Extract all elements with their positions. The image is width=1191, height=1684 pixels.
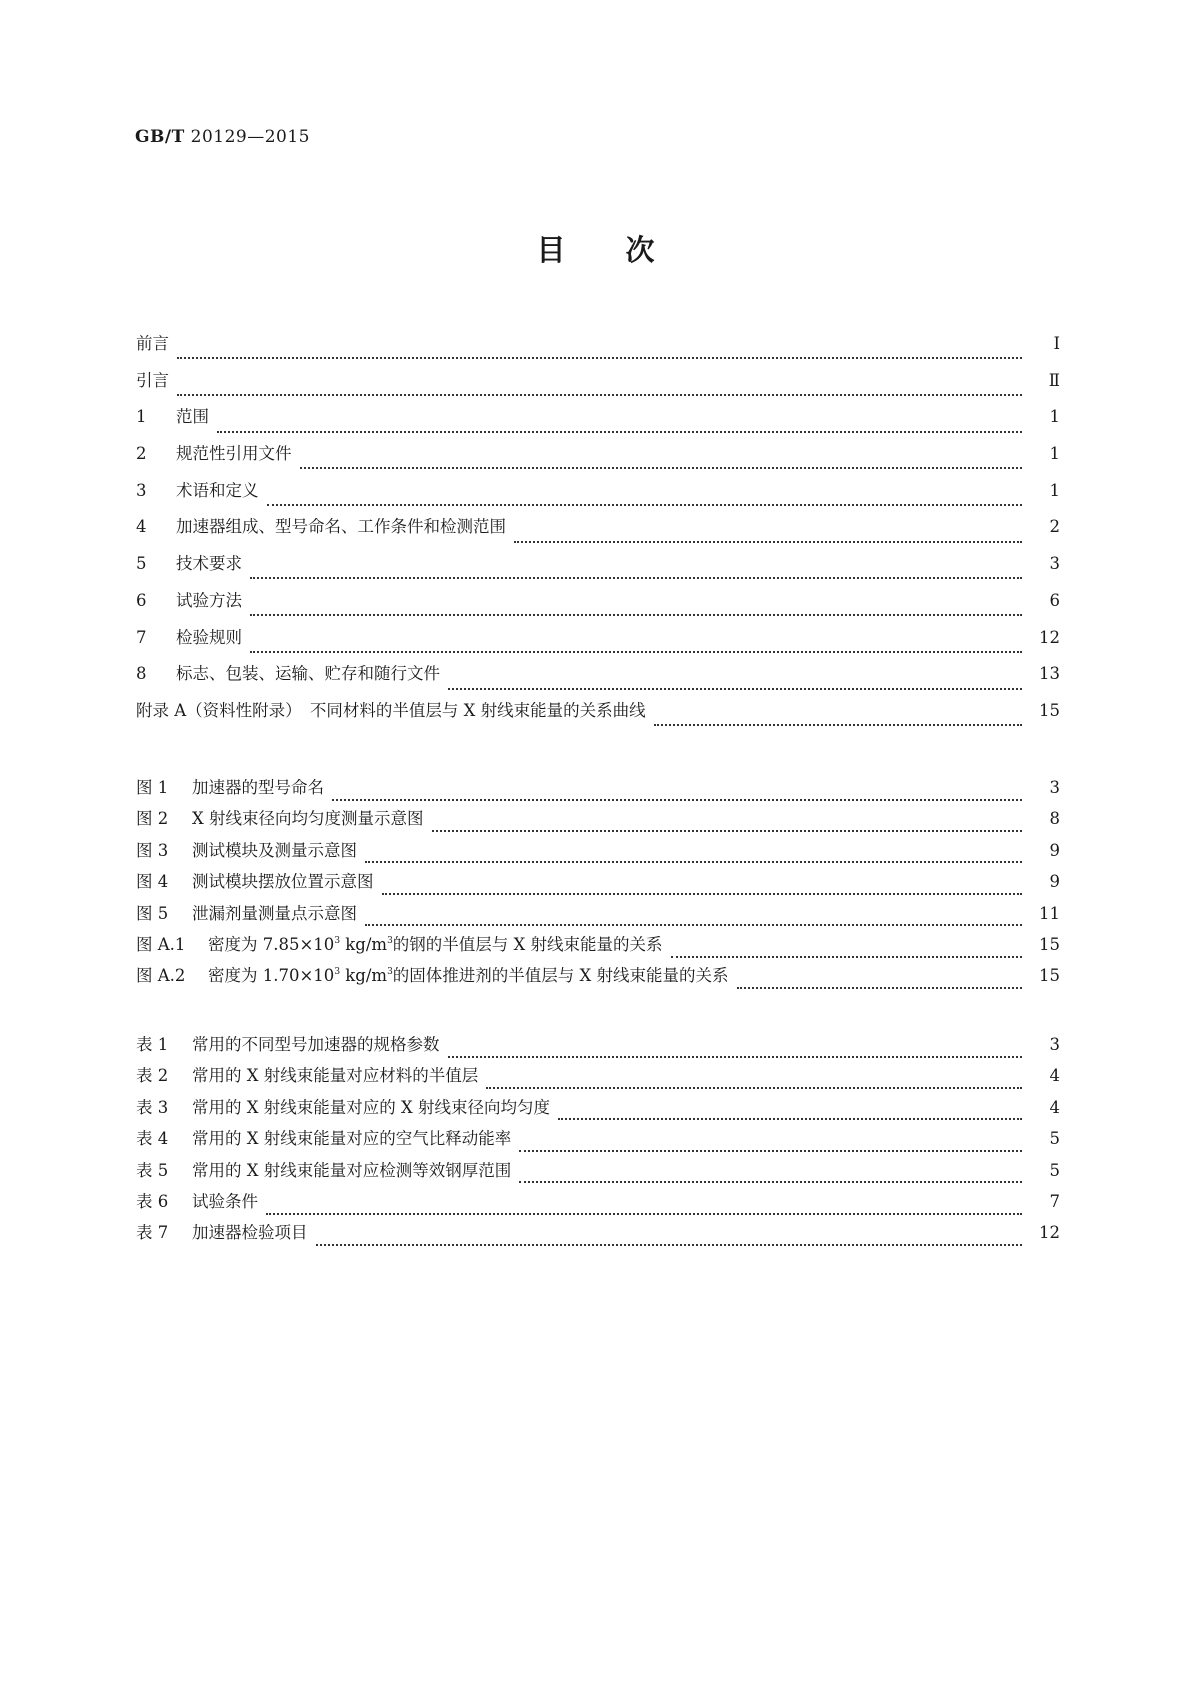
toc-entry-table-4[interactable] [136, 1125, 1060, 1156]
toc-entry-table-3[interactable] [136, 1094, 1060, 1125]
dot-leader [365, 910, 1022, 926]
table-number: 表 6 [136, 1191, 169, 1211]
toc-entry-introduction[interactable] [136, 367, 1060, 404]
toc-entry-appendix-a[interactable] [136, 697, 1060, 734]
entry-label: 加速器检验项目 [192, 1223, 308, 1243]
entry-label: 试验条件 [192, 1191, 258, 1211]
page-number: 1 [1049, 480, 1060, 500]
entry-label: 检验规则 [176, 627, 242, 647]
table-number: 表 1 [136, 1035, 169, 1054]
toc-entry-section-2[interactable] [136, 440, 1060, 477]
entry-label-post: 的钢的半值层与 X 射线束能量的关系 [392, 934, 663, 954]
superscript: 3 [387, 967, 393, 978]
dot-leader [177, 343, 1022, 359]
entry-label-pre: 密度为 1.70×10 [208, 966, 335, 986]
dot-leader [267, 490, 1023, 506]
page-number: 11 [1039, 903, 1060, 923]
superscript: 3 [387, 935, 393, 946]
toc-entry-figure-4[interactable] [136, 868, 1060, 899]
dot-leader [654, 710, 1022, 726]
page-number: 2 [1049, 517, 1060, 537]
dot-leader [382, 879, 1023, 895]
page-number: 9 [1049, 840, 1060, 860]
entry-label-mid: kg/m [340, 934, 388, 954]
table-number: 表 2 [136, 1066, 169, 1086]
figure-number: 图 3 [136, 840, 169, 860]
toc-entry-section-7[interactable] [136, 624, 1060, 661]
toc-entry-figure-1[interactable] [136, 774, 1060, 805]
page-number: 8 [1049, 809, 1060, 829]
entry-label-post: 的固体推进剂的半值层与 X 射线束能量的关系 [392, 966, 729, 986]
toc-sections [136, 330, 1060, 734]
toc-figures [136, 774, 1060, 994]
dot-leader [558, 1104, 1022, 1120]
dot-leader [737, 973, 1022, 989]
entry-label: 前言 [136, 334, 169, 353]
toc-entry-table-6[interactable] [136, 1188, 1060, 1219]
toc-entry-table-1[interactable] [136, 1031, 1060, 1062]
toc-entry-figure-5[interactable] [136, 900, 1060, 931]
entry-label: 范围 [176, 407, 209, 427]
section-number: 8 [136, 664, 147, 684]
dot-leader [671, 942, 1022, 958]
table-number: 表 5 [136, 1160, 169, 1180]
entry-label: 测试模块摆放位置示意图 [192, 872, 374, 892]
figure-number: 图 A.1 [136, 934, 186, 954]
toc-entry-foreword[interactable] [136, 330, 1060, 367]
section-number: 6 [136, 590, 147, 610]
page-number: 15 [1039, 934, 1060, 954]
entry-label-pre: 密度为 7.85×10 [208, 934, 335, 954]
section-number: 2 [136, 444, 147, 464]
page-number: 15 [1039, 700, 1060, 720]
entry-label: 泄漏剂量测量点示意图 [192, 903, 357, 923]
dot-leader [250, 563, 1022, 579]
toc-tables [136, 1031, 1060, 1251]
dot-leader [519, 1167, 1022, 1183]
dot-leader [316, 1230, 1023, 1246]
toc-entry-figure-2[interactable] [136, 805, 1060, 836]
page-number: 6 [1049, 590, 1060, 610]
entry-label: 加速器组成、型号命名、工作条件和检测范围 [176, 517, 506, 537]
dot-leader [300, 453, 1023, 469]
entry-label: 常用的 X 射线束能量对应检测等效钢厚范围 [192, 1160, 512, 1180]
entry-label: 技术要求 [176, 554, 242, 574]
section-number: 1 [136, 407, 147, 427]
figure-number: 图 4 [136, 872, 169, 892]
toc-entry-figure-3[interactable] [136, 837, 1060, 868]
section-number: 3 [136, 480, 147, 500]
section-number: 7 [136, 627, 147, 647]
page-number: 5 [1049, 1160, 1060, 1180]
entry-label: 规范性引用文件 [176, 444, 292, 464]
figure-number: 图 A.2 [136, 966, 186, 986]
standard-prefix: GB/T [135, 127, 185, 147]
page-number: Ⅱ [1048, 370, 1060, 390]
page-number: 4 [1049, 1066, 1060, 1086]
entry-label: 术语和定义 [176, 480, 259, 500]
dot-leader [217, 417, 1022, 433]
entry-label: 常用的 X 射线束能量对应的空气比释动能率 [192, 1129, 512, 1149]
dot-leader [250, 600, 1022, 616]
page-number: 3 [1049, 778, 1060, 797]
toc-entry-figure-a2[interactable] [136, 962, 1060, 993]
entry-label: X 射线束径向均匀度测量示意图 [192, 809, 424, 829]
page-number: 1 [1049, 407, 1060, 427]
superscript: 3 [334, 967, 341, 978]
toc-entry-section-8[interactable] [136, 660, 1060, 697]
toc-entry-table-5[interactable] [136, 1157, 1060, 1188]
table-number: 表 7 [136, 1223, 169, 1243]
page-title: 目次 [536, 233, 715, 267]
toc-entry-section-5[interactable] [136, 550, 1060, 587]
dot-leader [365, 847, 1022, 863]
toc-entry-table-2[interactable] [136, 1062, 1060, 1093]
dot-leader [486, 1073, 1022, 1089]
entry-label: 加速器的型号命名 [192, 778, 324, 797]
entry-label: 试验方法 [176, 590, 242, 610]
dot-leader [177, 380, 1022, 396]
page-number: 9 [1049, 872, 1060, 892]
dot-leader [448, 1042, 1023, 1058]
toc-entry-section-4[interactable] [136, 513, 1060, 550]
page-number: 15 [1039, 966, 1060, 986]
figure-number: 图 5 [136, 903, 169, 923]
toc-entry-table-7[interactable] [136, 1219, 1060, 1250]
entry-label: 常用的 X 射线束能量对应材料的半值层 [192, 1066, 479, 1086]
page-number: 12 [1039, 627, 1060, 647]
page-number: 3 [1049, 1035, 1060, 1054]
dot-leader [250, 637, 1022, 653]
toc-entry-section-6[interactable] [136, 587, 1060, 624]
entry-label: 标志、包装、运输、贮存和随行文件 [176, 664, 440, 684]
entry-label: 常用的 X 射线束能量对应的 X 射线束径向均匀度 [192, 1097, 550, 1117]
page-number: 4 [1049, 1097, 1060, 1117]
dot-leader [519, 1136, 1022, 1152]
figure-number: 图 2 [136, 809, 169, 829]
table-number: 表 4 [136, 1129, 169, 1149]
toc-entry-figure-a1[interactable] [136, 931, 1060, 962]
section-number: 4 [136, 517, 147, 537]
entry-label: 附录 A（资料性附录） 不同材料的半值层与 X 射线束能量的关系曲线 [136, 700, 646, 720]
table-number: 表 3 [136, 1097, 169, 1117]
entry-label: 引言 [136, 370, 169, 390]
dot-leader [448, 674, 1022, 690]
page-number: 3 [1049, 554, 1060, 574]
page-number: 12 [1039, 1223, 1060, 1243]
superscript: 3 [334, 935, 341, 946]
page-number: 5 [1049, 1129, 1060, 1149]
standard-number: 20129—2015 [190, 127, 310, 147]
standard-code [135, 127, 310, 147]
toc-entry-section-3[interactable] [136, 477, 1060, 514]
section-number: 5 [136, 554, 147, 574]
toc-entry-section-1[interactable] [136, 403, 1060, 440]
dot-leader [514, 527, 1022, 543]
dot-leader [266, 1199, 1022, 1215]
entry-label-mid: kg/m [340, 966, 388, 986]
entry-label: 测试模块及测量示意图 [192, 840, 357, 860]
page-number: 13 [1039, 664, 1060, 684]
figure-number: 图 1 [136, 778, 169, 797]
page-number: 7 [1049, 1191, 1060, 1211]
page-number: 1 [1049, 444, 1060, 464]
dot-leader [432, 816, 1023, 832]
dot-leader [332, 785, 1022, 801]
page-number: Ⅰ [1053, 334, 1060, 353]
entry-label: 常用的不同型号加速器的规格参数 [192, 1035, 440, 1054]
